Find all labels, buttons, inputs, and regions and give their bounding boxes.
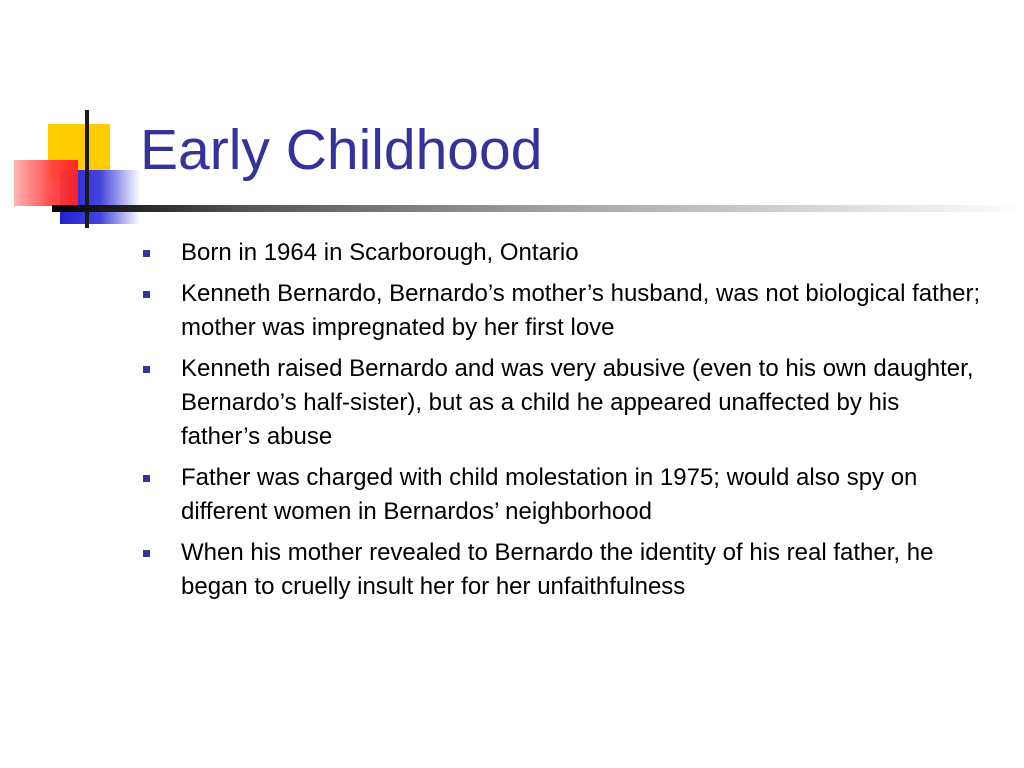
bullet-text: Father was charged with child molestation in 1975; would also spy on different women in Bernardos’ neighborhood	[181, 464, 918, 525]
list-item	[142, 236, 982, 270]
list-item	[142, 536, 982, 604]
list-item	[142, 277, 982, 345]
bullet-text: Kenneth raised Bernardo and was very abusive (even to his own daughter, Bernardo’s half-sister), but as a child he appeared unaffected by his father’s abuse	[181, 355, 974, 450]
bullet-square-icon	[143, 550, 150, 557]
bullet-text: Kenneth Bernardo, Bernardo’s mother’s husband, was not biological father; mother was impregnated by her first love	[181, 280, 981, 341]
bullet-square-icon	[143, 475, 150, 482]
bullet-list	[142, 236, 982, 611]
list-item	[142, 461, 982, 529]
bullet-square-icon	[143, 250, 150, 257]
title-underline	[52, 205, 1024, 212]
bullet-square-icon	[143, 291, 150, 298]
red-square	[14, 160, 78, 206]
bullet-text: When his mother revealed to Bernardo the identity of his real father, he began to cruelly insult her for her unfaithfulness	[181, 539, 934, 600]
list-item	[142, 352, 982, 454]
bullet-text: Born in 1964 in Scarborough, Ontario	[181, 239, 579, 266]
slide-title: Early Childhood	[140, 118, 543, 182]
decorative-squares	[0, 0, 150, 240]
bullet-square-icon	[143, 366, 150, 373]
